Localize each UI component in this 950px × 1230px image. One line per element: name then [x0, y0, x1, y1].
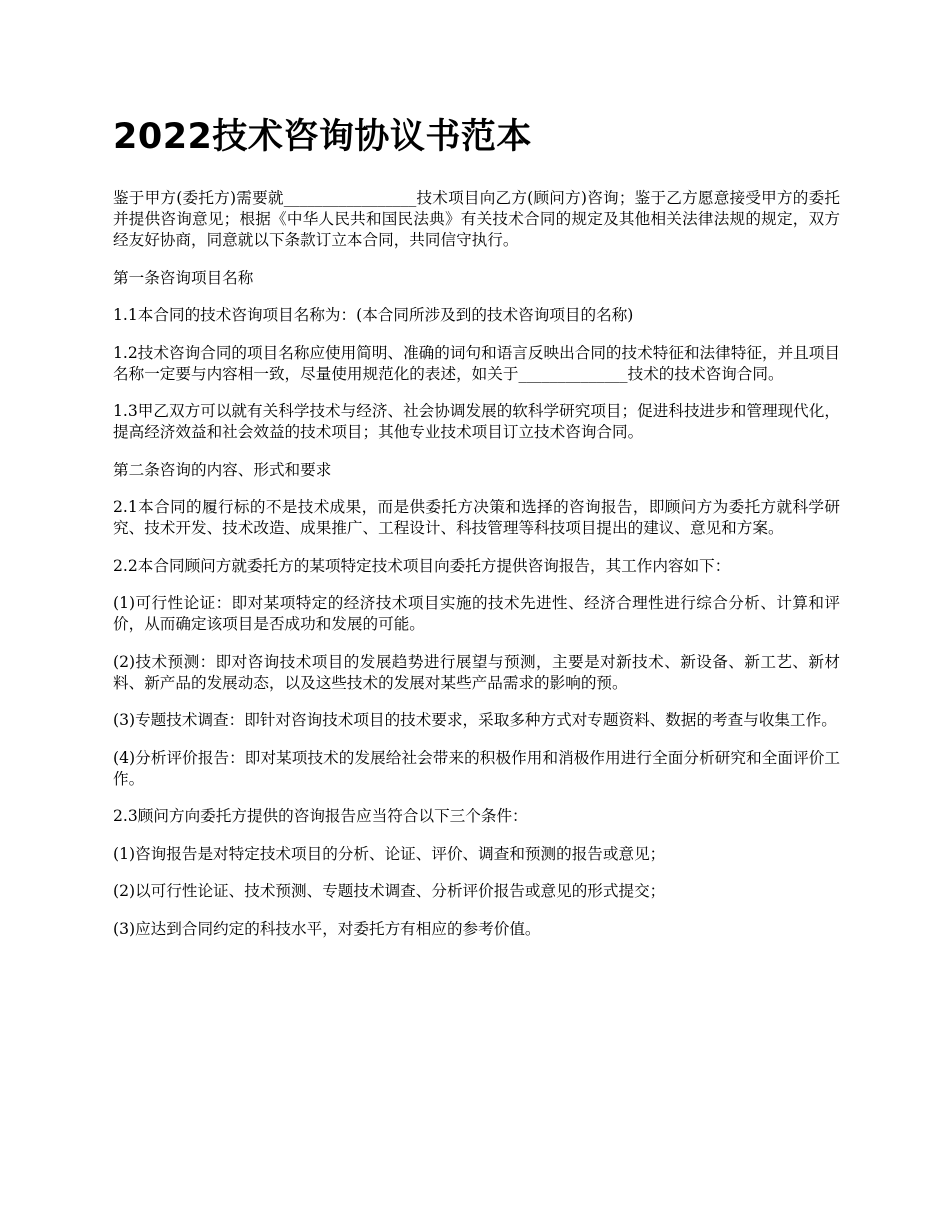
- clause-2-2-item-1: (1)可行性论证：即对某项特定的经济技术项目实施的技术先进性、经济合理性进行综合分析、计算和评价，从而确定该项目是否成功和发展的可能。: [113, 594, 840, 633]
- clause-2-2-item-4: (4)分析评价报告：即对某项技术的发展给社会带来的积极作用和消极作用进行全面分析研究和全面评价工作。: [113, 748, 840, 788]
- clause-2-2: 2.2本合同顾问方就委托方的某项特定技术项目向委托方提供咨询报告，其工作内容如下：: [113, 556, 731, 575]
- clause-1-2: 1.2技术咨询合同的项目名称应使用简明、准确的词句和语言反映出合同的技术特征和法律特征，并且项目名称一定要与内容相一致，尽量使用规范化的表述，如关于______________技术的技术咨询合同。: [113, 343, 840, 383]
- clause-1-1: 1.1本合同的技术咨询项目名称为：(本合同所涉及到的技术咨询项目的名称): [113, 306, 634, 324]
- clause-1-3: 1.3甲乙双方可以就有关科学技术与经济、社会协调发展的软科学研究项目；促进科技进步和管理现代化，提高经济效益和社会效益的技术项目；其他专业技术项目订立技术咨询合同。: [113, 402, 840, 441]
- preamble-paragraph: 鉴于甲方(委托方)需要就_________________技术项目向乙方(顾问方)咨询；鉴于乙方愿意接受甲方的委托并提供咨询意见；根据《中华人民共和国民法典》有关技术合同的规定及其他相关法律法规的规定，双方经友好协商，同意就以下条款订立本合同，共同信守执行。: [113, 189, 840, 249]
- article-2-heading: 第二条咨询的内容、形式和要求: [113, 460, 332, 479]
- document-body: [113, 112, 840, 956]
- article-1-heading: 第一条咨询项目名称: [113, 268, 254, 287]
- clause-2-3-item-1: (1)咨询报告是对特定技术项目的分析、论证、评价、调查和预测的报告或意见；: [113, 844, 666, 863]
- clause-2-3: 2.3顾问方向委托方提供的咨询报告应当符合以下三个条件：: [113, 807, 528, 825]
- clause-2-1: 2.1本合同的履行标的不是技术成果，而是供委托方决策和选择的咨询报告，即顾问方为委托方就科学研究、技术开发、技术改造、成果推广、工程设计、科技管理等科技项目提出的建议、意见和方案。: [113, 498, 840, 537]
- clause-2-3-item-3: (3)应达到合同约定的科技水平，对委托方有相应的参考价值。: [113, 919, 541, 938]
- clause-2-3-item-2: (2)以可行性论证、技术预测、专题技术调查、分析评价报告或意见的形式提交；: [113, 882, 666, 900]
- document-title: 2022技术咨询协议书范本: [113, 117, 532, 157]
- clause-2-2-item-2: (2)技术预测：即对咨询技术项目的发展趋势进行展望与预测，主要是对新技术、新设备、新工艺、新材料、新产品的发展动态，以及这些技术的发展对某些产品需求的影响的预。: [113, 652, 840, 692]
- clause-2-2-item-3: (3)专题技术调查：即针对咨询技术项目的技术要求，采取多种方式对专题资料、数据的考查与收集工作。: [113, 711, 837, 729]
